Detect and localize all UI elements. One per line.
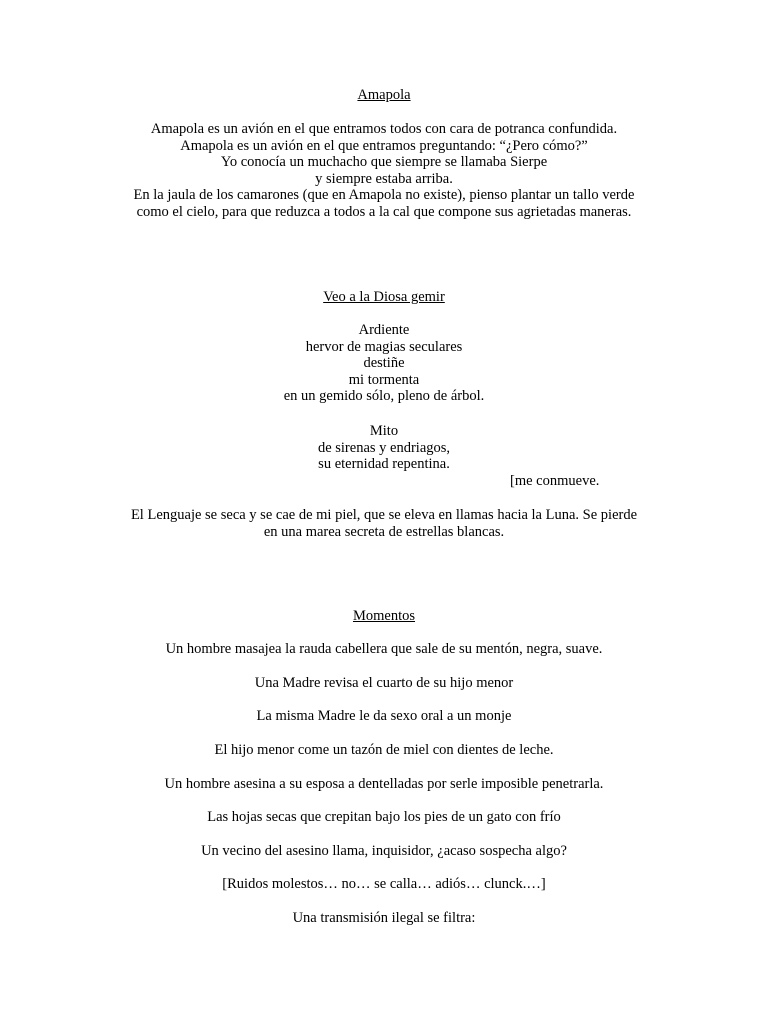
poem-stanza-1 — [0, 322, 768, 405]
poem-paragraph: Un hombre masajea la rauda cabellera que sale de su mentón, negra, suave. — [165, 641, 603, 657]
poem-line: en una marea secreta de estrellas blancas. — [263, 523, 505, 540]
poem-line: Amapola es un avión en el que entramos preguntando: “¿Pero cómo?” — [180, 137, 588, 154]
poem-line: Ardiente — [358, 322, 410, 338]
poem-line: hervor de magias seculares — [305, 338, 463, 355]
poem-line: y siempre estaba arriba. — [315, 170, 453, 187]
poem-paragraph: La misma Madre le da sexo oral a un monje — [256, 708, 512, 724]
poem-body-amapola — [0, 121, 768, 221]
poem-line: su eternidad repentina. — [318, 456, 450, 473]
poem-title-momentos: Momentos — [352, 608, 416, 624]
poem-paragraph: [Ruidos molestos… no… se calla… adiós… clunck.…] — [222, 876, 546, 892]
poem-paragraph: Una Madre revisa el cuarto de su hijo menor — [254, 675, 514, 691]
poem-prose — [0, 507, 768, 540]
poem-title-veo-a-la-diosa: Veo a la Diosa gemir — [323, 289, 445, 305]
poem-paragraph: Una transmisión ilegal se filtra: — [292, 910, 476, 926]
poem-line: de sirenas y endriagos, — [317, 439, 451, 456]
poem-paragraph: El hijo menor come un tazón de miel con dientes de leche. — [214, 742, 554, 758]
poem-line: mi tormenta — [348, 371, 420, 388]
poem-line-indented: [me conmueve. — [510, 472, 600, 489]
poem-paragraph: Un hombre asesina a su esposa a dentelladas por serle imposible penetrarla. — [164, 776, 604, 792]
poem-line: Mito — [369, 423, 399, 439]
poem-line: Yo conocía un muchacho que siempre se llamaba Sierpe — [220, 154, 548, 171]
poem-title-amapola: Amapola — [357, 87, 411, 103]
poem-paragraph: Un vecino del asesino llama, inquisidor, ¿acaso sospecha algo? — [201, 843, 567, 859]
poem-line: Amapola es un avión en el que entramos todos con cara de potranca confundida. — [150, 121, 618, 137]
poem-line: en un gemido sólo, pleno de árbol. — [283, 388, 485, 405]
poem-line: El Lenguaje se seca y se cae de mi piel, que se eleva en llamas hacia la Luna. Se pierde — [130, 507, 638, 523]
poem-line: En la jaula de los camarones (que en Amapola no existe), pienso plantar un tallo verde — [133, 187, 635, 204]
poem-paragraph: Las hojas secas que crepitan bajo los pies de un gato con frío — [207, 809, 561, 825]
poem-stanza-2 — [0, 423, 768, 489]
poem-line: destiñe — [363, 355, 405, 372]
poem-line: como el cielo, para que reduzca a todos a la cal que compone sus agrietadas maneras. — [136, 203, 632, 220]
